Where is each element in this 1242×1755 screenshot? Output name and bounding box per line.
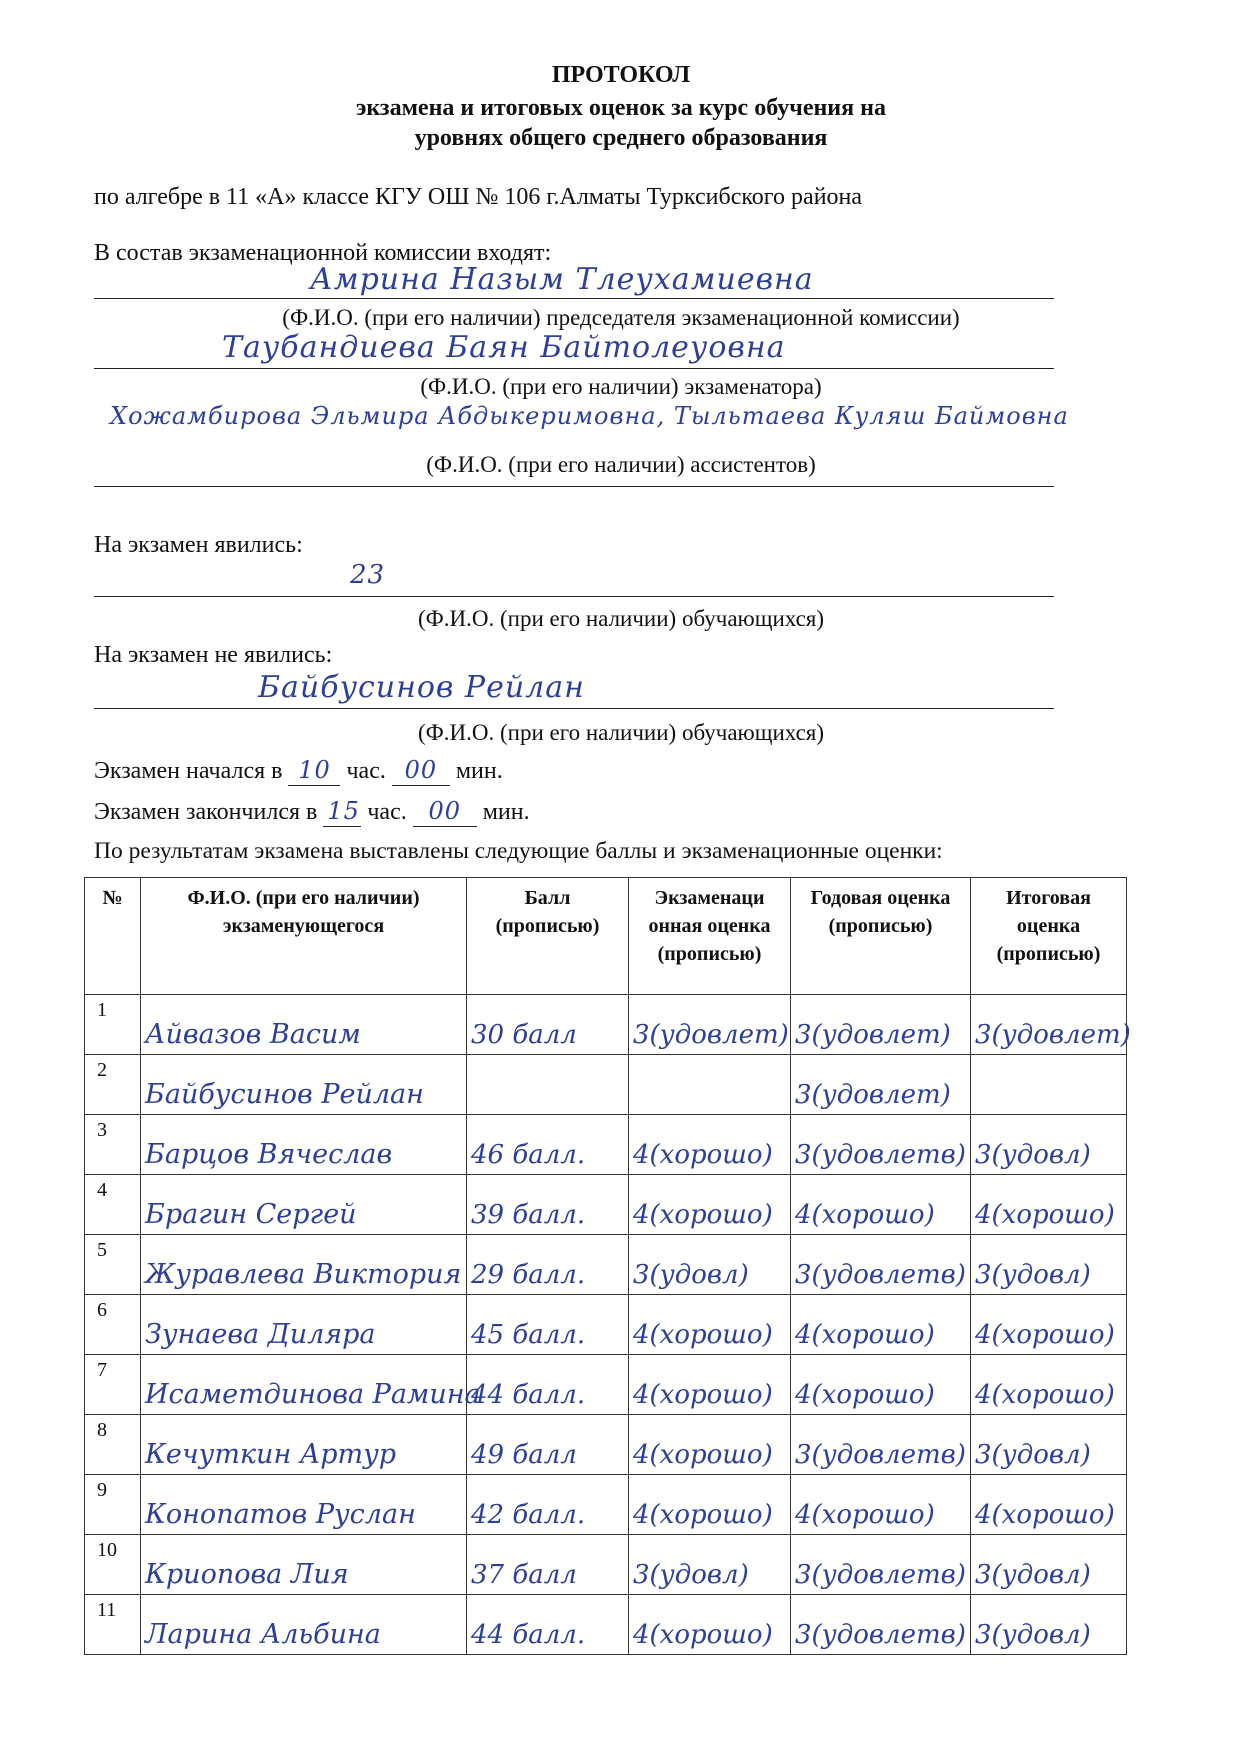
final-cell [971, 1295, 1127, 1355]
header-num: № [85, 878, 141, 995]
num-cell [85, 1055, 141, 1115]
name-cell [141, 1115, 467, 1175]
exam-end-prefix: Экзамен закончился в [94, 799, 318, 825]
row-number: 10 [97, 1539, 117, 1561]
row-number: 7 [97, 1359, 107, 1381]
student-name: Журавлева Виктория [145, 1259, 462, 1290]
score-value: 42 балл. [471, 1500, 586, 1530]
results-intro: По результатам экзамена выставлены следующие баллы и экзаменационные оценки: [94, 838, 943, 864]
table-row [85, 1175, 1127, 1235]
row-number: 2 [97, 1059, 107, 1081]
score-cell [467, 1475, 629, 1535]
score-cell [467, 1235, 629, 1295]
final-grade-value: 4(хорошо) [975, 1200, 1115, 1230]
annual-cell [791, 1355, 971, 1415]
exam-end-min: 00 [428, 797, 461, 825]
document-subtitle-line1: экзамена и итоговых оценок за курс обучения на [356, 95, 886, 121]
exam-start-hour-label: час. [346, 758, 386, 784]
exam-grade-value: 4(хорошо) [633, 1500, 773, 1530]
num-cell [85, 1475, 141, 1535]
final-cell [971, 1115, 1127, 1175]
table-row [85, 1475, 1127, 1535]
num-cell [85, 1175, 141, 1235]
exam-end-hour-blank [323, 797, 361, 827]
exam-end-min-label: мин. [482, 799, 530, 825]
table-row [85, 1235, 1127, 1295]
table-row [85, 1355, 1127, 1415]
annual-grade-value: 3(удовлет) [795, 1080, 951, 1110]
present-count-handwritten: 23 [350, 560, 386, 590]
final-grade-value: 3(удовл) [975, 1140, 1091, 1170]
exam-cell [629, 1055, 791, 1115]
name-cell [141, 1295, 467, 1355]
exam-start-line [94, 756, 503, 786]
exam-end-min-blank [413, 797, 477, 827]
annual-cell [791, 1415, 971, 1475]
header-exam-grade: Экзаменаци онная оценка (прописью) [629, 878, 791, 995]
score-value: 46 балл. [471, 1140, 586, 1170]
score-cell [467, 1055, 629, 1115]
exam-start-prefix: Экзамен начался в [94, 758, 283, 784]
commission-intro: В состав экзаменационной комиссии входят: [94, 240, 552, 266]
score-cell [467, 1415, 629, 1475]
name-cell [141, 1055, 467, 1115]
score-cell [467, 1295, 629, 1355]
exam-grade-value: 3(удовл) [633, 1560, 749, 1590]
score-value: 49 балл [471, 1440, 577, 1470]
num-cell [85, 1355, 141, 1415]
results-body [85, 995, 1131, 1655]
final-cell [971, 1235, 1127, 1295]
final-grade-value: 3(удовлет) [975, 1020, 1131, 1050]
name-cell [141, 1355, 481, 1415]
assistants-caption: (Ф.И.О. (при его наличии) ассистентов) [426, 452, 816, 477]
annual-grade-value: 3(удовлетв) [795, 1440, 966, 1470]
name-cell [141, 1235, 467, 1295]
annual-cell [791, 1175, 971, 1235]
final-grade-value: 3(удовл) [975, 1440, 1091, 1470]
exam-end-line [94, 797, 530, 827]
chair-caption: (Ф.И.О. (при его наличии) председателя экзаменационной комиссии) [282, 305, 960, 330]
student-name: Исаметдинова Рамина [145, 1379, 481, 1410]
exam-cell [629, 1595, 791, 1655]
score-value: 29 балл. [471, 1260, 586, 1290]
annual-grade-value: 4(хорошо) [795, 1200, 935, 1230]
absent-name-handwritten: Байбусинов Рейлан [258, 670, 585, 705]
subject-line: по алгебре в 11 «А» классе КГУ ОШ № 106 г.Алматы Турксибского района [94, 184, 863, 210]
annual-grade-value: 3(удовлетв) [795, 1560, 966, 1590]
assistants-name-line [94, 486, 1054, 487]
header-name: Ф.И.О. (при его наличии) экзаменующегося [141, 878, 467, 995]
name-cell [141, 1535, 467, 1595]
present-line [94, 596, 1054, 597]
row-number: 9 [97, 1479, 107, 1501]
table-row [85, 995, 1127, 1055]
final-cell [971, 1475, 1127, 1535]
annual-grade-value: 4(хорошо) [795, 1380, 935, 1410]
absent-label: На экзамен не явились: [94, 642, 333, 668]
chair-name-line [94, 298, 1054, 299]
exam-grade-value: 4(хорошо) [633, 1140, 773, 1170]
final-cell [971, 1055, 1127, 1115]
final-grade-value: 4(хорошо) [975, 1380, 1115, 1410]
final-grade-value: 4(хорошо) [975, 1500, 1115, 1530]
exam-end-hour-label: час. [367, 799, 407, 825]
student-name: Байбусинов Рейлан [145, 1079, 424, 1110]
document-title: ПРОТОКОЛ [551, 62, 691, 88]
annual-cell [791, 1055, 971, 1115]
annual-cell [791, 1115, 971, 1175]
exam-start-min-blank [392, 756, 450, 786]
annual-grade-value: 4(хорошо) [795, 1500, 935, 1530]
results-table [84, 877, 1131, 1655]
name-cell [141, 1475, 467, 1535]
exam-end-hour: 15 [327, 797, 360, 825]
exam-start-hour: 10 [298, 756, 331, 784]
exam-cell [629, 1115, 791, 1175]
assistants-names-handwritten: Хожамбирова Эльмира Абдыкеримовна, Тыльтаева Куляш Баймовна [110, 402, 1069, 430]
annual-grade-value: 3(удовлетв) [795, 1140, 966, 1170]
final-cell [971, 1415, 1127, 1475]
exam-grade-value: 4(хорошо) [633, 1320, 773, 1350]
row-number: 3 [97, 1119, 107, 1141]
num-cell [85, 1415, 141, 1475]
header-final-grade: Итоговая оценка (прописью) [971, 878, 1127, 995]
score-cell [467, 1595, 629, 1655]
annual-cell [791, 1295, 971, 1355]
absent-line [94, 708, 1054, 709]
student-name: Ларина Альбина [145, 1619, 381, 1650]
exam-start-min-label: мин. [455, 758, 503, 784]
annual-grade-value: 4(хорошо) [795, 1320, 935, 1350]
final-cell [971, 1535, 1127, 1595]
num-cell [85, 1115, 141, 1175]
student-name: Конопатов Руслан [145, 1499, 416, 1530]
exam-cell [629, 1355, 791, 1415]
table-row [85, 1535, 1127, 1595]
row-number: 8 [97, 1419, 107, 1441]
score-cell [467, 1355, 629, 1415]
exam-cell [629, 1295, 791, 1355]
final-grade-value: 4(хорошо) [975, 1320, 1115, 1350]
row-number: 1 [97, 999, 107, 1021]
exam-grade-value: 4(хорошо) [633, 1620, 773, 1650]
final-cell [971, 1175, 1127, 1235]
exam-grade-value: 4(хорошо) [633, 1380, 773, 1410]
name-cell [141, 1415, 467, 1475]
exam-grade-value: 3(удовл) [633, 1260, 749, 1290]
annual-cell [791, 1595, 971, 1655]
present-caption: (Ф.И.О. (при его наличии) обучающихся) [417, 606, 825, 631]
table-row [85, 1415, 1127, 1475]
table-row [85, 1595, 1127, 1655]
final-cell [971, 1595, 1127, 1655]
annual-grade-value: 3(удовлетв) [795, 1620, 966, 1650]
annual-cell [791, 1235, 971, 1295]
annual-grade-value: 3(удовлет) [795, 1020, 951, 1050]
final-cell [971, 1355, 1127, 1415]
exam-grade-value: 3(удовлет) [633, 1020, 789, 1050]
exam-grade-value: 4(хорошо) [633, 1440, 773, 1470]
num-cell [85, 1535, 141, 1595]
exam-cell [629, 1235, 791, 1295]
student-name: Брагин Сергей [145, 1199, 357, 1230]
exam-cell [629, 1535, 791, 1595]
table-header-row [85, 878, 1127, 995]
row-number: 5 [97, 1239, 107, 1261]
row-number: 11 [97, 1599, 117, 1621]
name-cell [141, 1595, 467, 1655]
num-cell [85, 1595, 141, 1655]
exam-start-min: 00 [404, 756, 438, 784]
annual-cell [791, 1535, 971, 1595]
exam-cell [629, 1175, 791, 1235]
table-row [85, 1055, 1127, 1115]
exam-cell [629, 1415, 791, 1475]
exam-cell [629, 1475, 791, 1535]
chair-name-handwritten: Амрина Назым Тлеухамиевна [310, 262, 814, 297]
annual-cell [791, 995, 971, 1055]
examiner-name-handwritten: Таубандиева Баян Байтолеуовна [222, 330, 786, 365]
score-cell [467, 1115, 629, 1175]
exam-grade-value: 4(хорошо) [633, 1200, 773, 1230]
table-row [85, 1115, 1127, 1175]
score-value: 39 балл. [471, 1200, 586, 1230]
student-name: Зунаева Диляра [145, 1319, 376, 1350]
table-row [85, 1295, 1127, 1355]
final-cell [971, 995, 1131, 1055]
final-grade-value: 3(удовл) [975, 1260, 1091, 1290]
num-cell [85, 1235, 141, 1295]
present-label: На экзамен явились: [94, 532, 303, 558]
score-value: 37 балл [471, 1560, 577, 1590]
annual-cell [791, 1475, 971, 1535]
final-grade-value: 3(удовл) [975, 1560, 1091, 1590]
name-cell [141, 995, 467, 1055]
name-cell [141, 1175, 467, 1235]
score-cell [467, 1175, 629, 1235]
annual-grade-value: 3(удовлетв) [795, 1260, 966, 1290]
student-name: Айвазов Васим [145, 1019, 361, 1050]
score-value: 44 балл. [471, 1380, 586, 1410]
row-number: 6 [97, 1299, 107, 1321]
student-name: Кечуткин Артур [145, 1439, 397, 1470]
num-cell [85, 995, 141, 1055]
final-grade-value: 3(удовл) [975, 1620, 1091, 1650]
document-subtitle-line2: уровнях общего среднего образования [414, 125, 828, 151]
exam-cell [629, 995, 791, 1055]
student-name: Барцов Вячеслав [145, 1139, 393, 1170]
examiner-caption: (Ф.И.О. (при его наличии) экзаменатора) [420, 374, 822, 399]
score-value: 45 балл. [471, 1320, 586, 1350]
header-score: Балл (прописью) [467, 878, 629, 995]
num-cell [85, 1295, 141, 1355]
student-name: Криопова Лия [145, 1559, 349, 1590]
score-value: 44 балл. [471, 1620, 586, 1650]
score-value: 30 балл [471, 1020, 577, 1050]
score-cell [467, 995, 629, 1055]
examiner-name-line [94, 368, 1054, 369]
row-number: 4 [97, 1179, 107, 1201]
header-annual-grade: Годовая оценка (прописью) [791, 878, 971, 995]
score-cell [467, 1535, 629, 1595]
absent-caption: (Ф.И.О. (при его наличии) обучающихся) [417, 720, 825, 745]
exam-start-hour-blank [288, 756, 340, 786]
